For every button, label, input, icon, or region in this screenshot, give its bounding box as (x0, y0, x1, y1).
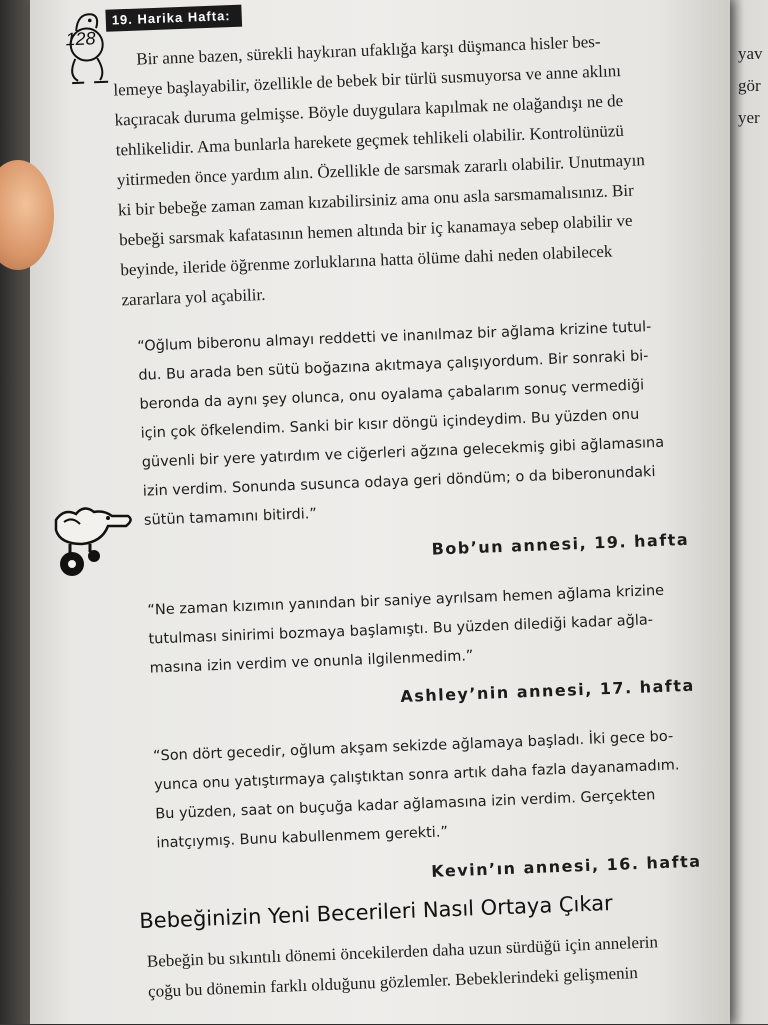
paragraph-line: zararlara yol açabilir. (121, 284, 266, 310)
chapter-header: 19. Harika Hafta: (105, 5, 242, 32)
quote-line: masına izin verdim ve onunla ilgilenmedim.” (149, 648, 474, 677)
paragraph-line: yitirmeden önce yardım alın. Özellikle de sarsmak zararlı olabilir. Unutmayın (116, 150, 646, 190)
paragraph-line: çoğu bu dönemin farklı olduğunu gözlemler. Bebeklerindeki gelişmenin (147, 963, 639, 1001)
quote-attribution: Ashley’nin annesi, 17. hafta (400, 675, 696, 706)
facing-page-fragment: yav (738, 44, 763, 63)
quote-line: du. Bu arada ben sütü boğazına akıtmaya çalışıyordum. Bir sonraki bi- (138, 348, 649, 384)
facing-page-fragment: gör (738, 76, 761, 95)
quote-line: “Oğlum biberonu almayı reddetti ve inanılmaz bir ağlama krizine tutul- (137, 319, 652, 355)
quote-line: sütün tamamını bitirdi.” (143, 506, 318, 529)
facing-page-edge (726, 0, 768, 1024)
quote-line: beronda da aynı şey olunca, onu oyalama çabalarım sonuç vermediği (139, 377, 645, 413)
page-number: 128 (65, 28, 96, 50)
quote-line: yunca onu yatıştırmaya çalıştıktan sonra artık daha fazla dayanamadım. (153, 757, 680, 794)
quote-line: “Son dört gecedir, oğlum akşam sekizde ağlamaya başladı. İki gece bo- (152, 728, 674, 765)
section-paragraph (146, 925, 708, 1006)
paragraph-line: tehlikelidir. Ama bunlarla harekete geçmek tehlikeli olabilir. Kontrolünüzü (115, 120, 625, 160)
quote-block (147, 576, 690, 684)
paragraph-line: beyinde, ileride öğrenme zorluklarına hatta ölüme dahi neden olabilecek (120, 241, 613, 280)
quote-attribution: Kevin’ın annesi, 16. hafta (430, 851, 702, 881)
paragraph-line: Bir anne bazen, sürekli haykıran ufaklığa karşı düşmanca hisler bes- (135, 31, 601, 69)
intro-paragraph (112, 24, 682, 315)
facing-page-fragment: yer (738, 108, 760, 127)
quote-line: inatçıymış. Bunu kabullenmem gerekti.” (156, 824, 449, 852)
paragraph-line: kaçıracak duruma gelmişse. Böyle duygulara kapılmak ne olağandışı ne de (114, 90, 624, 130)
paragraph-line: Bebeğin bu sıkıntılı dönemi öncekilerden daha uzun sürdüğü için annelerin (146, 932, 659, 971)
quote-attribution: Bob’un annesi, 19. hafta (431, 529, 690, 559)
duck-on-wheels-icon (50, 500, 136, 580)
quote-block (137, 312, 684, 536)
quote-line: izin verdim. Sonunda susunca odaya geri döndüm; o da biberonundaki (142, 464, 656, 500)
quote-line: “Ne zaman kızımın yanından bir saniye ayrılsam hemen ağlama krizine (147, 582, 665, 619)
paragraph-line: bebeği sarsmak kafatasının hemen altında bir iç kanamaya sebep olabilir ve (118, 210, 633, 250)
quote-line: Bu yüzden, saat on buçuğa kadar ağlamasına izin verdim. Gerçekten (154, 787, 656, 823)
quote-line: güvenli bir yere yatırdım ve ciğerleri ağzına gelecekmiş gibi ağlamasına (141, 434, 665, 471)
quote-line: için çok öfkelendim. Sanki bir kısır döngü içindeydim. Bu yüzden onu (140, 406, 640, 442)
section-heading: Bebeğinizin Yeni Becerileri Nasıl Ortaya Çıkar (138, 890, 614, 934)
quote-line: tutulması sinirimi bozmaya başlamıştı. Bu yüzden dilediği kadar ağla- (148, 612, 654, 648)
paragraph-line: ki bir bebeğe zaman zaman kızabilirsiniz ama onu asla sarsmamalısınız. Bir (117, 180, 635, 220)
page-content (65, 0, 719, 1023)
quote-block (153, 722, 697, 859)
paragraph-line: lemeye başlayabilir, özellikle de bebek bir türlü susmuyorsa ve anne aklını (113, 61, 622, 100)
